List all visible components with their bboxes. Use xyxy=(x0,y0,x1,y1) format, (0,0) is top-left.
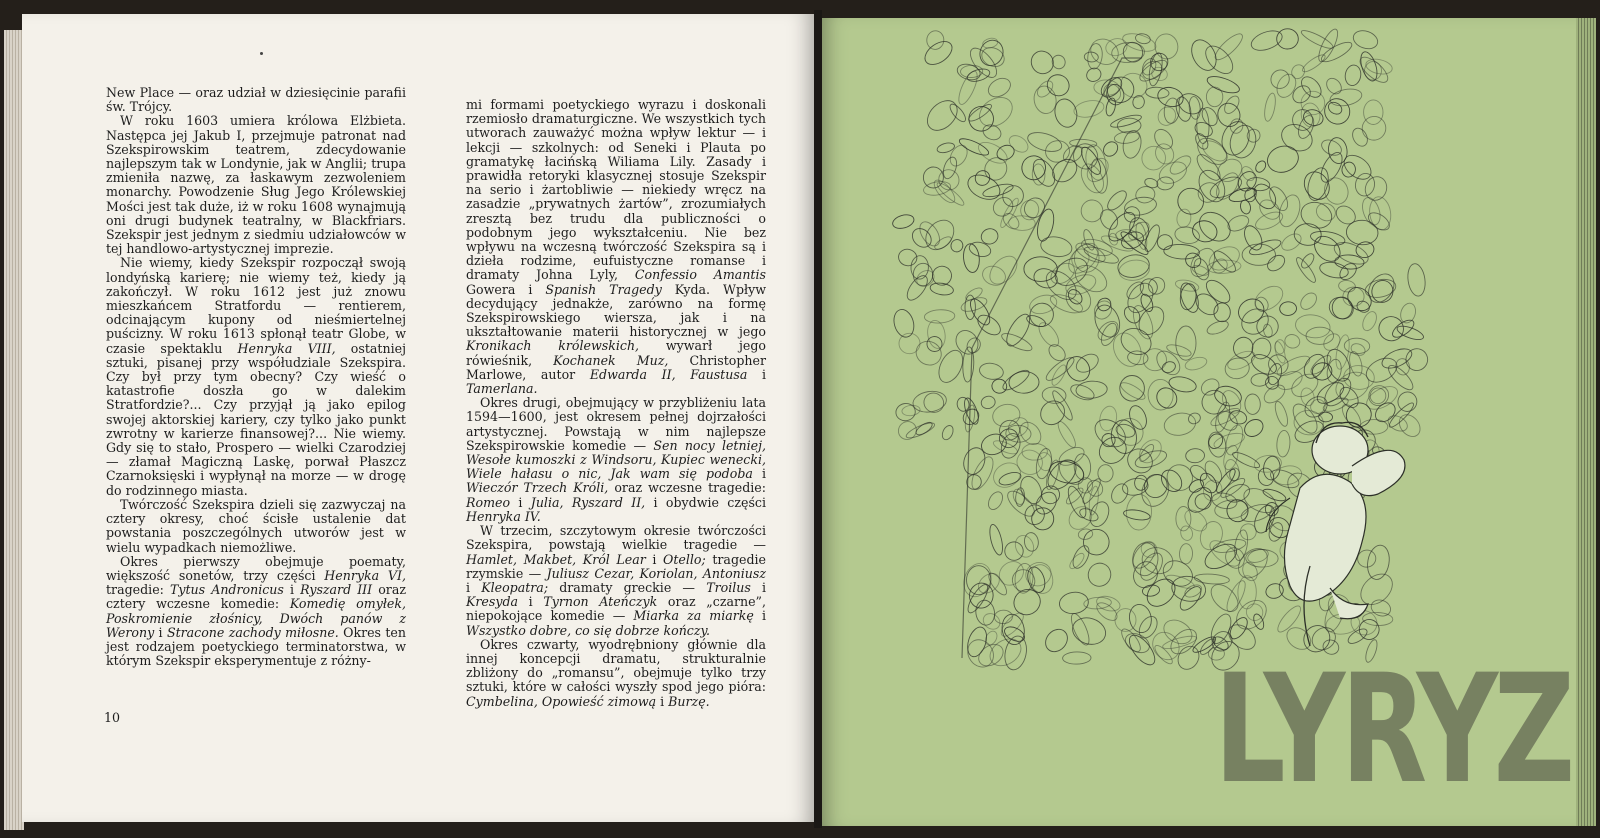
scribble-loop xyxy=(1360,309,1379,332)
scribble-loop xyxy=(1011,488,1026,506)
scribble-loop xyxy=(1343,365,1375,391)
scribble-loop xyxy=(1342,286,1364,306)
scribble-loop xyxy=(1070,543,1092,571)
scribble-loop xyxy=(923,166,944,188)
scribble-loop xyxy=(980,610,1003,632)
scribble-loop xyxy=(1197,519,1226,553)
scribble-loop xyxy=(968,240,993,259)
scribble-loop xyxy=(1157,466,1186,496)
scribble-loop xyxy=(1022,559,1055,590)
scribble-loop xyxy=(1163,244,1199,260)
scribble-loop xyxy=(1387,400,1416,429)
scribble-loop xyxy=(909,225,935,251)
scribble-loop xyxy=(1193,131,1210,151)
scribble-loop xyxy=(1152,347,1184,379)
scribble-loop xyxy=(1121,304,1143,326)
scribble-loop xyxy=(1069,382,1097,403)
scribble-loop xyxy=(1279,231,1304,254)
scribble-loop xyxy=(986,489,1006,512)
scribble-loop xyxy=(978,361,1004,381)
scribble-loop xyxy=(1255,314,1280,338)
scribble-loop xyxy=(1072,98,1105,120)
scribble-loop xyxy=(1108,232,1119,246)
scribble-loop xyxy=(985,75,1014,101)
scribble-loop xyxy=(1364,100,1383,125)
scribble-loop xyxy=(1142,574,1181,612)
scribble-loop xyxy=(1362,353,1401,387)
cherub-body xyxy=(1284,474,1366,601)
scribble-loop xyxy=(1194,166,1230,206)
scribble-loop xyxy=(1027,47,1058,78)
scribble-loop xyxy=(1363,269,1399,307)
scribble-loop xyxy=(1283,333,1301,350)
scribble-loop xyxy=(1078,528,1094,540)
scribble-loop xyxy=(1187,36,1221,75)
scribble-loop xyxy=(1075,380,1107,399)
scribble-loop xyxy=(1003,540,1025,562)
watermark-text: LYRYZ xyxy=(1214,643,1571,817)
scribble-loop xyxy=(981,122,1004,143)
scribble-loop xyxy=(1205,318,1230,336)
scribble-loop xyxy=(1341,161,1357,178)
scribble-loop xyxy=(1333,202,1359,227)
scribble-loop xyxy=(1228,185,1258,204)
scribble-loop xyxy=(1228,409,1248,426)
scribble-loop xyxy=(1300,90,1326,116)
scribble-loop xyxy=(1314,378,1347,407)
scribble-loop xyxy=(1123,195,1158,218)
scribble-loop xyxy=(1069,139,1097,148)
scribble-loop xyxy=(1252,613,1266,631)
scribble-loop xyxy=(1084,477,1106,499)
scribble-loop xyxy=(1250,281,1287,315)
scribble-loop xyxy=(1238,576,1257,610)
scribble-loop xyxy=(1118,258,1151,283)
scribble-loop xyxy=(1065,502,1097,534)
scribble-loop xyxy=(1153,384,1181,412)
scribble-loop xyxy=(1344,64,1363,87)
scribble-loop xyxy=(995,557,1029,590)
scribble-loop xyxy=(926,319,947,350)
scribble-loop xyxy=(1009,371,1040,394)
scribble-loop xyxy=(1126,494,1153,531)
scribble-loop xyxy=(1036,396,1070,429)
page-number: 10 xyxy=(104,710,121,725)
scribble-loop xyxy=(1081,527,1111,557)
scribble-loop xyxy=(1351,28,1380,52)
scribble-loop xyxy=(1085,560,1115,590)
scribble-loop xyxy=(962,243,981,273)
paragraph: mi formami poetyckiego wyrazu i doskonali rzemiosło dramaturgiczne. We wszystkich tych utworach zauważyć można wpływ lektur — i lekcji — szkolnych: od Seneki i Plauta po gramatykę łacińską Wiliama Lily. Zasady i prawidła retoryki klasycznej stosuje Szekspir na serio i żartobliwie — niekiedy wręcz na zasadzie „prywatnych żartów”, zrozumiałych zresztą bez trudu dla publiczności o podobnym jego wykształceniu. Nie bez wpływu na wczesną twórczość Szekspira są i dzieła rodzime, eufuistyczne romanse i dramaty Johna Lyly, Confessio Amantis Gowera i Spanish Tragedy Kyda. Wpływ decydujący jednakże, zarówno na formę Szekspirowskiego wiersza, jak i na ukształtowanie materii historycznej w jego Kronikach królewskich, wywarł jego rówieśnik, Kochanek Muz, Christopher Marlowe, autor Edwarda II, Faustusa i Tamerlana. xyxy=(466,97,766,397)
scribble-loop xyxy=(1253,454,1282,474)
scribble-loop xyxy=(1248,237,1283,258)
scribble-loop xyxy=(913,263,933,286)
scribble-loop xyxy=(1320,94,1355,129)
scribble-loop xyxy=(1064,486,1085,507)
scribble-loop xyxy=(1212,383,1243,408)
scribble-loop xyxy=(1041,625,1072,656)
scribble-loop xyxy=(1147,379,1174,411)
scribble-loop xyxy=(1151,126,1176,153)
scribble-loop xyxy=(1250,372,1270,387)
scribble-loop xyxy=(1050,53,1067,71)
scribble-loop xyxy=(1299,28,1334,52)
scribble-loop xyxy=(1134,475,1148,491)
scribble-loop xyxy=(1108,481,1131,506)
paragraph: Okres pierwszy obejmuje poematy, większość sonetów, trzy części Henryka VI, tragedie: Tytus Andronicus i Ryszard III oraz cztery wczesne komedie: Komedię omyłek, Poskromienie złośnicy, Dwóch panów z Werony i Stracone zachody miłosne. Okres ten jest rodzajem poetyckiego terminatorstwa, w którym Szekspir eksperymentuje z różny- xyxy=(106,553,406,669)
scribble-loop xyxy=(1062,652,1091,665)
paragraph: W roku 1603 umiera królowa Elżbieta. Następca jej Jakub I, przejmuje patronat nad Szekspirowskim teatrem, zdecydowanie najlepszym tak w Londynie, jak w Anglii; trupa zmieniła nazwę, za łaskawym zezwoleniem monarchy. Powodzenie Sług Jego Królewskiej Mości jest tak duże, iż w roku 1608 wynajmują oni drugi budynek teatralny, w Blackfriars. Szekspir jest jednym z siedmiu udziałowców w tej handlowo-artystycznej imprezie. xyxy=(106,113,406,257)
left-column-1 xyxy=(106,86,406,668)
scribble-loop xyxy=(1097,207,1121,233)
scribble-loop xyxy=(905,420,937,441)
scribble-loop xyxy=(1032,84,1059,115)
paragraph: Okres czwarty, wyodrębniony głównie dla innej koncepcji dramatu, strukturalnie zbliżony do „romansu”, obejmuje tylko trzy sztuki, które w całości wyszły spod jego pióra: Cymbelina, Opowieść zimową i Burzę. xyxy=(466,636,766,709)
scribble-loop xyxy=(1396,323,1426,342)
scribble-loop xyxy=(1279,301,1296,315)
scribble-loop xyxy=(1344,338,1370,354)
scribble-loop xyxy=(1055,455,1089,489)
scribble-loop xyxy=(1306,327,1334,344)
scribble-loop xyxy=(1299,167,1334,204)
scribble-loop xyxy=(922,180,951,198)
scribble-loop xyxy=(1162,410,1197,437)
scribble-loop xyxy=(1086,43,1104,70)
scribble-loop xyxy=(1202,276,1233,307)
scribble-loop xyxy=(1245,127,1263,145)
scribble-loop xyxy=(1396,390,1419,413)
scribble-loop xyxy=(955,62,982,83)
scribble-loop xyxy=(1005,414,1032,440)
scribble-loop xyxy=(891,213,915,231)
scribble-loop xyxy=(1264,582,1285,601)
scribble-loop xyxy=(1223,356,1251,381)
scribble-loop xyxy=(995,142,1017,162)
scribble-loop xyxy=(1122,630,1152,657)
scribble-loop xyxy=(1395,411,1424,441)
scribble-loop xyxy=(1147,627,1184,665)
scribble-loop xyxy=(1354,172,1377,198)
scribble-loop xyxy=(1265,252,1288,274)
scribble-loop xyxy=(1023,532,1039,552)
scribble-loop xyxy=(1000,210,1022,231)
scribble-loop xyxy=(1299,252,1316,271)
scribble-loop xyxy=(1022,501,1048,528)
scribble-loop xyxy=(1276,192,1304,229)
scribble-loop xyxy=(1058,590,1090,615)
scribble-loop xyxy=(1068,611,1093,647)
scribble-loop xyxy=(1063,238,1103,279)
scribble-loop xyxy=(1044,71,1073,99)
scribble-loop xyxy=(1318,260,1349,280)
scribble-loop xyxy=(1119,39,1146,66)
scribble-loop xyxy=(1098,405,1119,433)
scribble-loop xyxy=(959,295,988,314)
scribble-loop xyxy=(952,326,983,358)
scribble-loop xyxy=(1176,208,1193,228)
scribble-loop xyxy=(1042,386,1067,404)
scribble-loop xyxy=(957,136,990,159)
scribble-loop xyxy=(1318,412,1332,422)
scribble-loop xyxy=(985,251,1022,289)
scribble-loop xyxy=(987,523,1005,556)
scribble-loop xyxy=(926,30,945,50)
scribble-loop xyxy=(1134,222,1149,251)
scribble-loop xyxy=(1358,50,1381,83)
scribble-loop xyxy=(1095,318,1122,344)
scribble-loop xyxy=(1326,100,1344,117)
scribble-loop xyxy=(1240,560,1260,583)
scribble-loop xyxy=(1049,363,1068,387)
scribble-loop xyxy=(1357,112,1390,145)
scribble-loop xyxy=(964,170,1004,204)
scribble-loop xyxy=(1124,279,1147,302)
scribble-loop xyxy=(1094,599,1120,623)
paragraph: W trzecim, szczytowym okresie twórczości Szekspira, powstają wielkie tragedie — Hamlet, Makbet, Król Lear i Otello; tragedie rzymskie — Juliusz Cezar, Koriolan, Antoniusz i Kleopatra; dramaty greckie — Troilus i Kresyda i Tyrnon Ateńczyk oraz „czarne”, niepokojące komedie — Miarka za miarkę i Wszystko dobre, co się dobrze kończy. xyxy=(466,523,767,638)
scribble-loop xyxy=(1137,141,1170,174)
scribble-loop xyxy=(1025,129,1064,155)
scribble-loop xyxy=(965,582,992,616)
scribble-loop xyxy=(1276,28,1299,49)
scribble-loop xyxy=(924,309,955,324)
scribble-loop xyxy=(1191,257,1211,282)
scribble-loop xyxy=(1000,330,1034,354)
scribble-loop xyxy=(1327,136,1349,164)
scribble-loop xyxy=(1002,624,1027,644)
scribble-loop xyxy=(1012,533,1036,560)
scribble-loop xyxy=(1137,56,1170,85)
book-gutter xyxy=(814,10,822,828)
scribble-loop xyxy=(1263,92,1278,122)
scribble-loop xyxy=(1298,198,1336,232)
paragraph: New Place — oraz udział w dziesięcinie parafii św. Trójcy. xyxy=(106,85,406,115)
scribble-loop xyxy=(1195,494,1211,510)
scribble-loop xyxy=(1249,27,1285,54)
scribble-loop xyxy=(1118,626,1143,654)
scribble-loop xyxy=(1155,104,1179,129)
scribble-loop xyxy=(1350,126,1371,149)
scribble-loop xyxy=(1152,643,1175,666)
scribble-loop xyxy=(1355,299,1371,314)
scribble-loop xyxy=(1264,142,1302,176)
scribble-loop xyxy=(1319,39,1354,66)
scribble-loop xyxy=(980,153,1011,184)
scribble-loop xyxy=(1254,159,1268,174)
scribble-loop xyxy=(962,347,975,383)
scribble-loop xyxy=(947,142,971,169)
scribble-loop xyxy=(1225,212,1251,234)
scribble-loop xyxy=(1121,129,1143,160)
scribble-loop xyxy=(960,406,982,428)
scribble-loop xyxy=(910,255,929,279)
scribble-loop xyxy=(933,234,953,251)
right-page-illustration xyxy=(822,18,1576,826)
scribble-loop xyxy=(1027,292,1059,317)
scribble-loop xyxy=(924,334,945,355)
scribble-loop xyxy=(1304,165,1332,203)
paragraph: Twórczość Szekspira dzieli się zazwyczaj na cztery okresy, choć ścisłe ustalenie dat powstania poszczególnych utworów jest w wielu wypadkach niemożliwe. xyxy=(106,496,406,555)
paragraph: Nie wiemy, kiedy Szekspir rozpoczął swoją londyńską karierę; nie wiemy też, kiedy ją zakończył. W roku 1612 jest już znowu mieszkańcem Stratfordu — rentierem, odcinającym kupony od nieśmiertelnej puścizny. W roku 1613 spłonął teatr Globe, w czasie spektaklu Henryka VIII, ostatniej sztuki, pisanej przy współudziale Szekspira. Czy był przy tym obecny? Czy wieść o katastrofie doszła go w dalekim Stratfordzie?... Czy przyjął ją jako epilog swojej aktorskiej kariery, czy tylko jako punkt zwrotny w karierze finansowej?... Nie wiemy. Gdy się to stało, Prospero — wielki Czarodziej — złamał Magiczną Laskę, porwał Płaszcz Czarnoksięski i wypłynął na morze — w drogę do rodzinnego miasta. xyxy=(106,255,406,498)
scribble-loop xyxy=(1294,255,1318,284)
left-page-stack-edge xyxy=(4,30,24,830)
scribble-loop xyxy=(980,395,997,411)
scribble-loop xyxy=(1198,376,1222,399)
scribble-loop xyxy=(967,296,994,328)
scribble-loop xyxy=(1000,612,1027,646)
scribble-loop xyxy=(1120,375,1145,401)
scribble-loop xyxy=(1091,298,1115,323)
paragraph: Okres drugi, obejmujący w przybliżeniu lata 1594—1600, jest okresem pełnej dojrzałości artystycznej. Powstają w nim najlepsze Szekspirowskie komedie — Sen nocy letniej, Wesołe kumoszki z Windsoru, Kupiec wenecki, Wiele hałasu o nic, Jak wam się podoba i Wieczór Trzech Króli, oraz wczesne tragedie: Romeo i Julia, Ryszard II, i obydwie części Henryka IV. xyxy=(466,395,766,524)
scribble-loop xyxy=(1273,340,1288,364)
scribble-loop xyxy=(1268,466,1301,491)
scribble-loop xyxy=(1065,484,1090,520)
cherub-leg xyxy=(1330,588,1368,619)
scribble-loop xyxy=(1185,448,1205,463)
scribble-loop xyxy=(1039,234,1073,259)
scribble-loop xyxy=(1117,324,1156,360)
scribble-loop xyxy=(1246,549,1279,567)
scribble-loop xyxy=(1043,354,1077,384)
scribble-loop xyxy=(1360,419,1388,434)
scribble-loop xyxy=(980,263,1008,288)
scribble-loop xyxy=(929,282,954,297)
scribble-loop xyxy=(967,581,995,610)
scribble-loop xyxy=(1184,355,1208,372)
scribble-loop xyxy=(1329,87,1364,109)
scribble-loop xyxy=(1298,290,1320,313)
scribble-loop xyxy=(1098,465,1113,482)
scribble-loop xyxy=(1300,102,1322,129)
scribble-loop xyxy=(1147,52,1165,87)
scribble-loop xyxy=(1145,86,1169,98)
scribble-loop xyxy=(1168,375,1198,395)
scribble-loop xyxy=(1375,313,1407,345)
scribble-loop xyxy=(1364,57,1393,76)
scribble-loop xyxy=(1294,312,1332,340)
scribble-loop xyxy=(1167,152,1194,177)
scribble-loop xyxy=(1166,625,1201,659)
scribble-loop xyxy=(1114,130,1140,145)
scribble-loop xyxy=(1109,113,1142,130)
scribble-loop xyxy=(1145,274,1168,297)
scribble-loop xyxy=(1205,73,1241,96)
scribble-loop xyxy=(1176,326,1196,360)
scribble-loop xyxy=(1055,419,1078,449)
scribble-loop xyxy=(1362,174,1390,204)
scribble-loop xyxy=(1086,499,1112,529)
scribble-loop xyxy=(1173,225,1200,246)
scribble-loop xyxy=(982,37,999,50)
scribble-loop xyxy=(1245,394,1261,415)
scribble-loop xyxy=(1006,132,1031,155)
scribble-loop xyxy=(1062,352,1094,385)
scribble-loop xyxy=(1338,280,1356,293)
scribble-loop xyxy=(912,389,948,414)
scribble-loop xyxy=(1163,97,1181,124)
scribble-loop xyxy=(1241,416,1266,440)
scribble-loop xyxy=(1222,94,1242,117)
scribble-loop xyxy=(974,599,996,626)
scribble-loop xyxy=(968,454,998,493)
left-column-2 xyxy=(466,98,766,709)
scribble-loop xyxy=(1273,400,1290,428)
scribble-loop xyxy=(1288,400,1321,437)
scribble-loop xyxy=(1000,367,1032,394)
scribble-loop xyxy=(1223,481,1252,505)
scribble-loop xyxy=(1022,443,1048,460)
scribble-loop xyxy=(989,458,1025,492)
scribble-loop xyxy=(1275,368,1305,393)
scribble-loop xyxy=(1126,403,1149,431)
right-page-stack-edge xyxy=(1576,18,1596,826)
scribble-loop xyxy=(1137,470,1173,510)
scribble-loop xyxy=(922,95,963,136)
scribble-loop xyxy=(1238,522,1258,542)
scribble-loop xyxy=(940,424,955,442)
scribble-loop xyxy=(1194,573,1230,585)
scribble-loop xyxy=(1403,346,1431,374)
scribble-loop xyxy=(1179,543,1193,564)
scribble-loop xyxy=(921,37,956,69)
scribble-loop xyxy=(947,102,968,124)
scribble-loop xyxy=(1406,263,1427,298)
ink-dot xyxy=(260,52,263,55)
scribble-loop xyxy=(1224,497,1250,524)
scribble-loop xyxy=(979,44,1008,70)
scribble-loop xyxy=(1157,235,1172,250)
scribble-loop xyxy=(991,378,1008,394)
scribble-loop xyxy=(1310,231,1345,266)
scribble-loop xyxy=(1084,66,1103,84)
scribble-loop xyxy=(1206,580,1243,617)
scribble-loop xyxy=(1038,482,1063,507)
scribble-loop xyxy=(1069,614,1109,649)
scribble-loop xyxy=(1136,549,1167,584)
scribble-loop xyxy=(1276,430,1291,457)
scribble-loop xyxy=(1056,444,1087,469)
scribble-loop xyxy=(1356,53,1392,87)
scribble-loop xyxy=(1183,250,1203,270)
scribble-loop xyxy=(966,67,991,84)
